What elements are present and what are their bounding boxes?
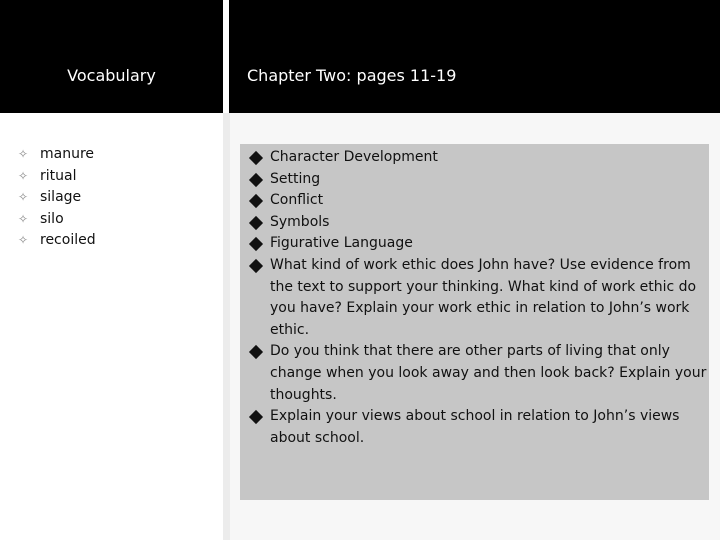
diamond-bullet-icon bbox=[249, 345, 263, 359]
discussion-item bbox=[250, 406, 708, 449]
diamond-bullet-icon bbox=[249, 194, 263, 208]
discussion-text: Do you think that there are other parts of living that only change when you look away and then look back? Explain your thoughts. bbox=[270, 343, 707, 403]
discussion-item bbox=[250, 212, 708, 234]
vocabulary-word: silo bbox=[40, 210, 64, 227]
discussion-item bbox=[250, 233, 708, 255]
discussion-text: Symbols bbox=[270, 213, 330, 230]
diamond-bullet-icon bbox=[249, 259, 263, 273]
column-divider bbox=[223, 113, 230, 540]
discussion-text: What kind of work ethic does John have? Use evidence from the text to support your thinking. What kind of work ethic do you have? Explain your work ethic in relation to John’s work ethic. bbox=[270, 256, 697, 338]
left-header-bar bbox=[0, 0, 223, 113]
discussion-text: Setting bbox=[270, 170, 321, 187]
four-point-star-icon: ✧ bbox=[18, 147, 29, 161]
vocabulary-word: ritual bbox=[40, 167, 77, 184]
diamond-bullet-icon bbox=[249, 237, 263, 251]
diamond-bullet-icon bbox=[249, 216, 263, 230]
discussion-item bbox=[250, 190, 708, 212]
vocabulary-heading: Vocabulary bbox=[67, 66, 156, 85]
discussion-item bbox=[250, 341, 708, 406]
vocabulary-item bbox=[18, 230, 96, 252]
four-point-star-icon: ✧ bbox=[18, 233, 29, 248]
discussion-text: Figurative Language bbox=[270, 235, 413, 252]
four-point-star-icon: ✧ bbox=[18, 168, 29, 183]
vocabulary-item bbox=[18, 187, 96, 209]
discussion-text: Explain your views about school in relation to John’s views about school. bbox=[270, 408, 680, 446]
vocabulary-list bbox=[18, 144, 96, 252]
discussion-item bbox=[250, 147, 708, 169]
vocabulary-item bbox=[18, 209, 96, 231]
diamond-bullet-icon bbox=[249, 173, 263, 187]
vocabulary-word: recoiled bbox=[40, 232, 96, 249]
four-point-star-icon: ✧ bbox=[18, 211, 29, 226]
vocabulary-word: manure bbox=[40, 146, 95, 162]
discussion-item bbox=[250, 169, 708, 191]
four-point-star-icon: ✧ bbox=[18, 190, 29, 205]
vocabulary-word: silage bbox=[40, 189, 82, 206]
right-header-bar bbox=[229, 0, 720, 113]
discussion-item bbox=[250, 255, 708, 341]
vocabulary-item bbox=[18, 144, 96, 166]
chapter-heading: Chapter Two: pages 11-19 bbox=[247, 66, 457, 85]
discussion-text: Conflict bbox=[270, 192, 324, 209]
discussion-text: Character Development bbox=[270, 149, 438, 165]
discussion-list bbox=[250, 147, 708, 449]
diamond-bullet-icon bbox=[249, 410, 263, 424]
diamond-bullet-icon bbox=[249, 151, 263, 165]
vocabulary-item bbox=[18, 166, 96, 188]
